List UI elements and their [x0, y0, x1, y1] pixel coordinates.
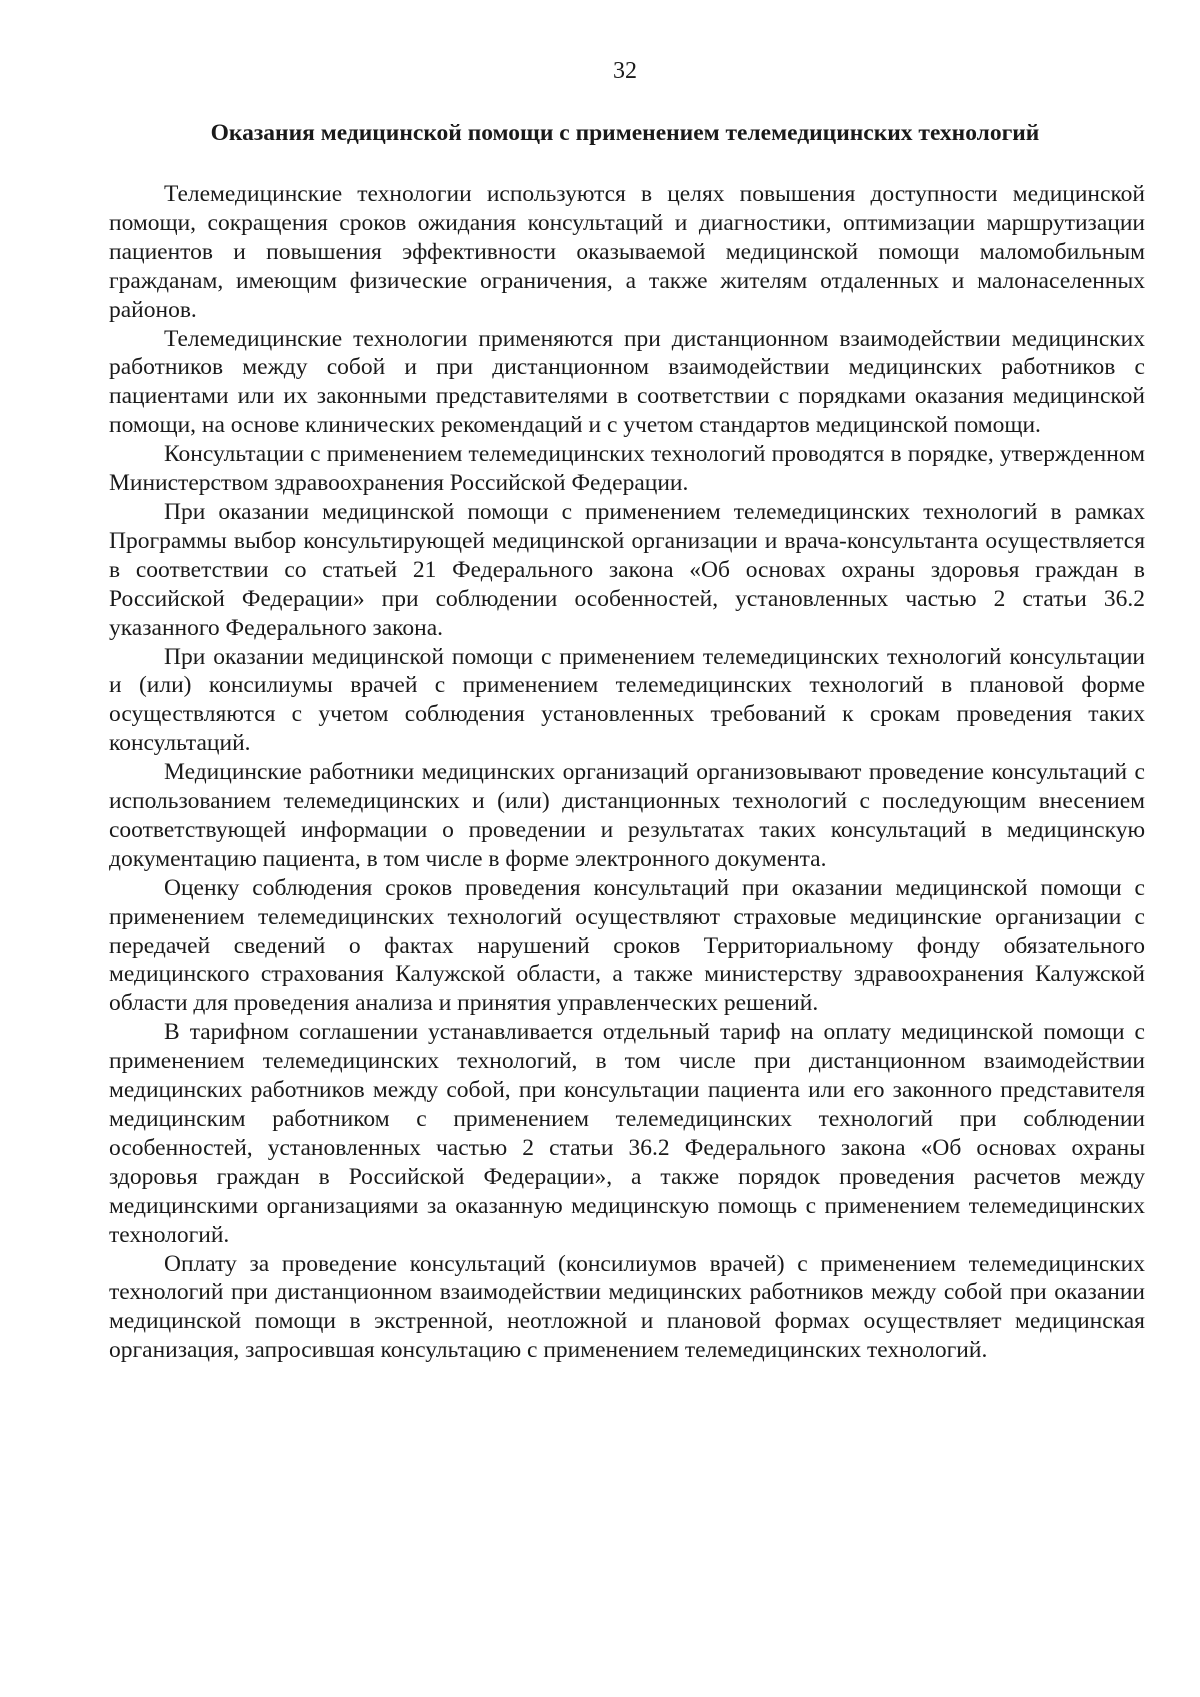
paragraph: Медицинские работники медицинских организаций организовывают проведение консультаций с использованием телемедицинских и (или) дистанционных технологий с последующим внесением соответствующей информации о проведении и результатах таких консультаций в медицинскую документацию пациента, в том числе в форме электронного документа.: [109, 759, 1145, 872]
paragraph: В тарифном соглашении устанавливается отдельный тариф на оплату медицинской помощи с применением телемедицинских технологий, в том числе при дистанционном взаимодействии медицинских работников между собой, при консультации пациента или его законного представителя медицинским работником с применением телемедицинских технологий при соблюдении особенностей, установленных частью 2 статьи 36.2 Федерального закона «Об основах охраны здоровья граждан в Российской Федерации», а также порядок проведения расчетов между медицинскими организациями за оказанную медицинскую помощь с применением телемедицинских технологий.: [109, 1019, 1145, 1248]
paragraph: Оценку соблюдения сроков проведения консультаций при оказании медицинской помощи с применением телемедицинских технологий осуществляют страховые медицинские организации с передачей сведений о фактах нарушений сроков Территориальному фонду обязательного медицинского страхования Калужской области, а также министерству здравоохранения Калужской области для проведения анализа и принятия управленческих решений.: [109, 874, 1145, 1017]
paragraph: Телемедицинские технологии применяются при дистанционном взаимодействии медицинских работников между собой и при дистанционном взаимодействии медицинских работников с пациентами или их законными представителями в соответствии с порядками оказания медицинской помощи, на основе клинических рекомендаций и с учетом стандартов медицинской помощи.: [109, 325, 1145, 439]
section-heading: Оказания медицинской помощи с применением телемедицинских технологий: [210, 120, 1040, 146]
paragraph: Телемедицинские технологии используются в целях повышения доступности медицинской помощи, сокращения сроков ожидания консультаций и диагностики, оптимизации маршрутизации пациентов и повышения эффективности оказываемой медицинской помощи маломобильным гражданам, имеющим физические ограничения, а также жителям отдаленных и малонаселенных районов.: [109, 181, 1145, 323]
document-body: [109, 180, 1145, 1365]
paragraph: Консультации с применением телемедицинских технологий проводятся в порядке, утвержденном Министерством здравоохранения Российской Федерации.: [109, 441, 1145, 497]
paragraph: При оказании медицинской помощи с применением телемедицинских технологий консультации и (или) консилиумы врачей с применением телемедицинских технологий в плановой форме осуществляются с учетом соблюдения установленных требований к срокам проведения таких консультаций.: [109, 643, 1145, 757]
paragraph: Оплату за проведение консультаций (консилиумов врачей) с применением телемедицинских технологий при дистанционном взаимодействии медицинских работников между собой при оказании медицинской помощи в экстренной, неотложной и плановой формах осуществляет медицинская организация, запросившая консультацию с применением телемедицинских технологий.: [109, 1250, 1145, 1364]
page-number: 32: [613, 58, 637, 84]
paragraph: При оказании медицинской помощи с применением телемедицинских технологий в рамках Программы выбор консультирующей медицинской организации и врача-консультанта осуществляется в соответствии со статьей 21 Федерального закона «Об основах охраны здоровья граждан в Российской Федерации» при соблюдении особенностей, установленных частью 2 статьи 36.2 указанного Федерального закона.: [109, 498, 1145, 641]
